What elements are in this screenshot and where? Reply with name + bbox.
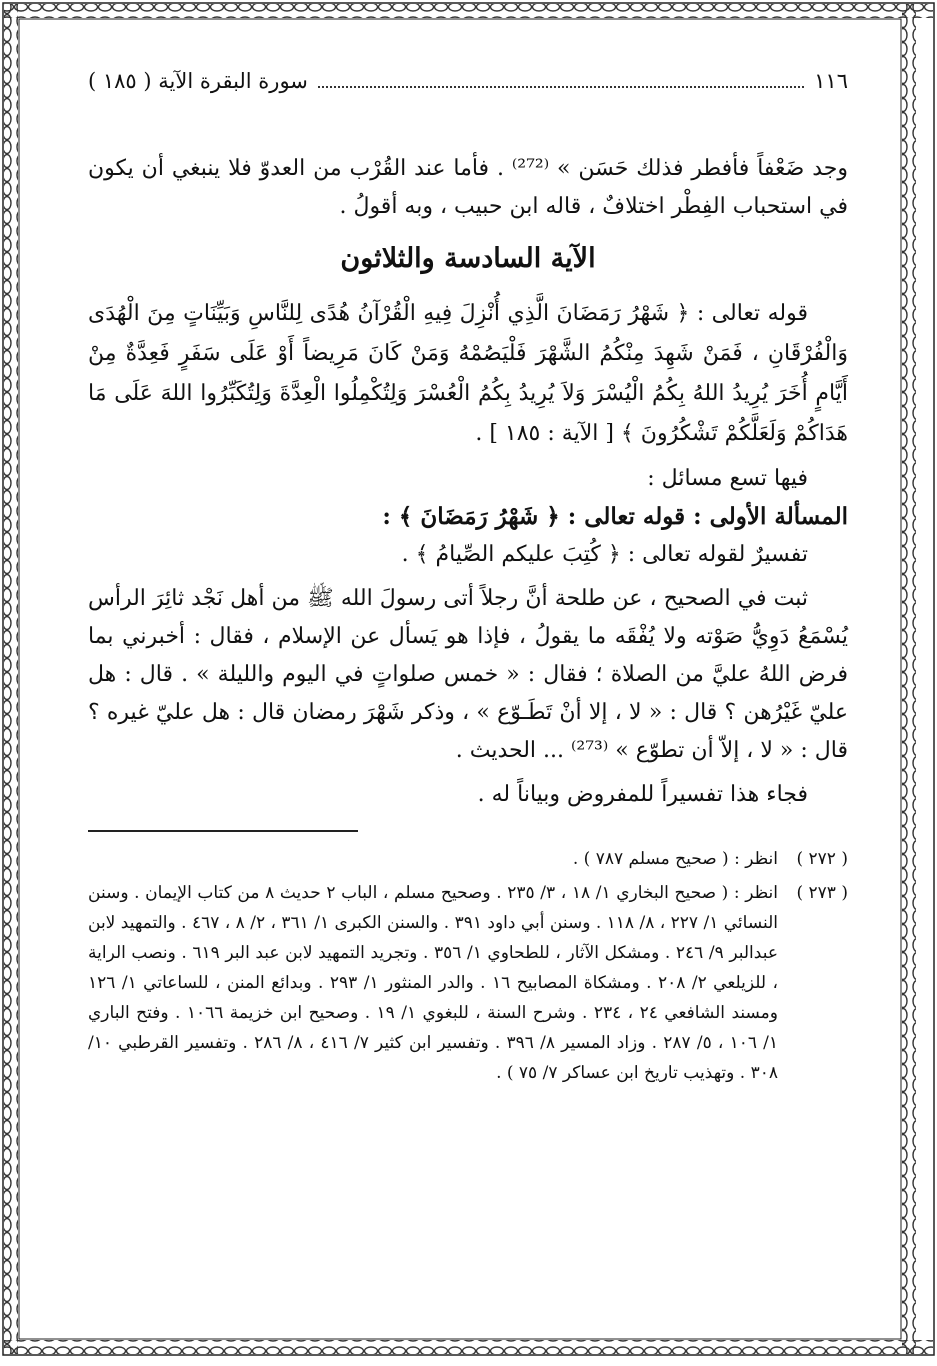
header-leader-dots [318,86,804,88]
footnotes [88,844,848,1088]
main-text [88,150,848,1092]
footnote-item [88,878,848,1088]
book-page [88,60,848,1310]
closing-line: فجاء هذا تفسيراً للمفروض وبياناً له . [477,782,808,807]
hadith-paragraph: ثبت في الصحيح ، عن طلحة أنَّ رجلاً أتى رسولَ الله ﷺ من أهل نَجْد ثائِرَ الرأس يُسْمَعُ دَوِيُّ صَوْته ولا يُفْقَه ما يقولُ ، فإذا هو يَسأل عن الإسلام ، فقال : أخبرني بما فرض اللهُ عليَّ من الصلاة ؛ فقال : « خمس صلواتٍ في اليوم والليلة » . قال : هل عليّ غَيْرُهن ؟ قال : « لا ، إلا أنْ تَطَـوّع » ، وذكر شَهْرَ رمضان قال : هل عليّ غيره ؟ قال : « لا ، إلاّ أن تطوّع » ⁽²⁷³⁾ ... الحديث . [88,586,848,763]
footnote-text: انظر : ( صحيح البخاري ١/ ١٨ ، ٣/ ٢٣٥ . وصحيح مسلم ، الباب ٢ حديث ٨ من كتاب الإيمان . وسنن النسائي ١/ ٢٢٧ ، ٨/ ١١٨ . وسنن أبي داود ٣٩١ . والسنن الكبرى ١/ ٣٦١ ، ٢/ ٨ ، ٤٦٧ . والتمهيد لابن عبدالبر ٩/ ٢٤٦ . ومشكل الآثار ، للطحاوي ١/ ٣٥٦ . وتجريد التمهيد لابن عبد البر ٦١٩ . ونصب الراية ، للزيلعي ٢/ ٢٠٨ . ومشكاة المصابيح ١٦ . والدر المنثور ١/ ٢٩٣ . وبدائع المنن ، للساعاتي ١/ ١٢٦ ومسند الشافعي ٢٤ ، ٢٣٤ . وشرح السنة ، للبغوي ١/ ١٩ . وصحيح ابن خزيمة ١٠٦٦ . وفتح الباري ١/ ١٠٦ ، ٥/ ٢٨٧ . وزاد المسير ٨/ ٣٩٦ . وتفسير ابن كثير ٧/ ٤١٦ ، ٨/ ٢٨٦ . وتفسير القرطبي ١٠/ ٣٠٨ . وتهذيب تاريخ ابن عساكر ٧/ ٧٥ ) . [88,883,779,1083]
quran-verse-paragraph: قوله تعالى : ﴿ شَهْرُ رَمَضَانَ الَّذِي أُنْزِلَ فِيهِ الْقُرْآنُ هُدًى لِلنَّاسِ وَبَيِّنَاتٍ مِنَ الْهُدَى وَالْفُرْقَانِ ، فَمَنْ شَهِدَ مِنْكُمُ الشَّهْرَ فَلْيَصُمْهُ وَمَنْ كَانَ مَرِيضاً أَوْ عَلَى سَفَرٍ فَعِدَّةٌ مِنْ أَيَّامٍ أُخَرَ يُرِيدُ اللهُ بِكُمُ الْيُسْرَ وَلاَ يُرِيدُ بِكُمُ الْعُسْرَ وَلِتُكْمِلُوا الْعِدَّةَ وَلِتُكَبِّرُوا اللهَ عَلَى مَا هَدَاكُمْ وَلَعَلَّكُمْ تَشْكُرُونَ ﴾ [ الآية : ١٨٥ ] . [88,301,848,446]
issues-intro: فيها تسع مسائل : [647,466,808,491]
section-heading: الآية السادسة والثلاثون [340,243,596,274]
footnote-number: ( ٢٧٢ ) [796,849,848,869]
footnote-number: ( ٢٧٣ ) [796,883,848,903]
paragraph-continuation: وجد ضَعْفاً فأفطر فذلك حَسَن » ⁽²⁷²⁾ . فأما عند القُرْب من العدوّ فلا ينبغي أن يكون في استحباب الفِطْر اختلافٌ ، قاله ابن حبيب ، وبه أقولُ . [88,156,848,219]
footnote-item [88,844,848,874]
page-header [88,66,848,96]
tafsir-line: تفسيرٌ لقوله تعالى : ﴿ كُتِبَ عليكم الصِّيامُ ﴾ . [401,542,808,567]
page-number: ١١٦ [814,69,848,93]
footnote-text: انظر : ( صحيح مسلم ٧٨٧ ) . [572,849,778,869]
footnote-separator [88,830,358,832]
issue-one-heading: المسألة الأولى : قوله تعالى : ﴿ شَهْرُ رَمَضَانَ ﴾ : [382,503,848,530]
running-title: سورة البقرة الآية ( ١٨٥ ) [88,69,308,93]
